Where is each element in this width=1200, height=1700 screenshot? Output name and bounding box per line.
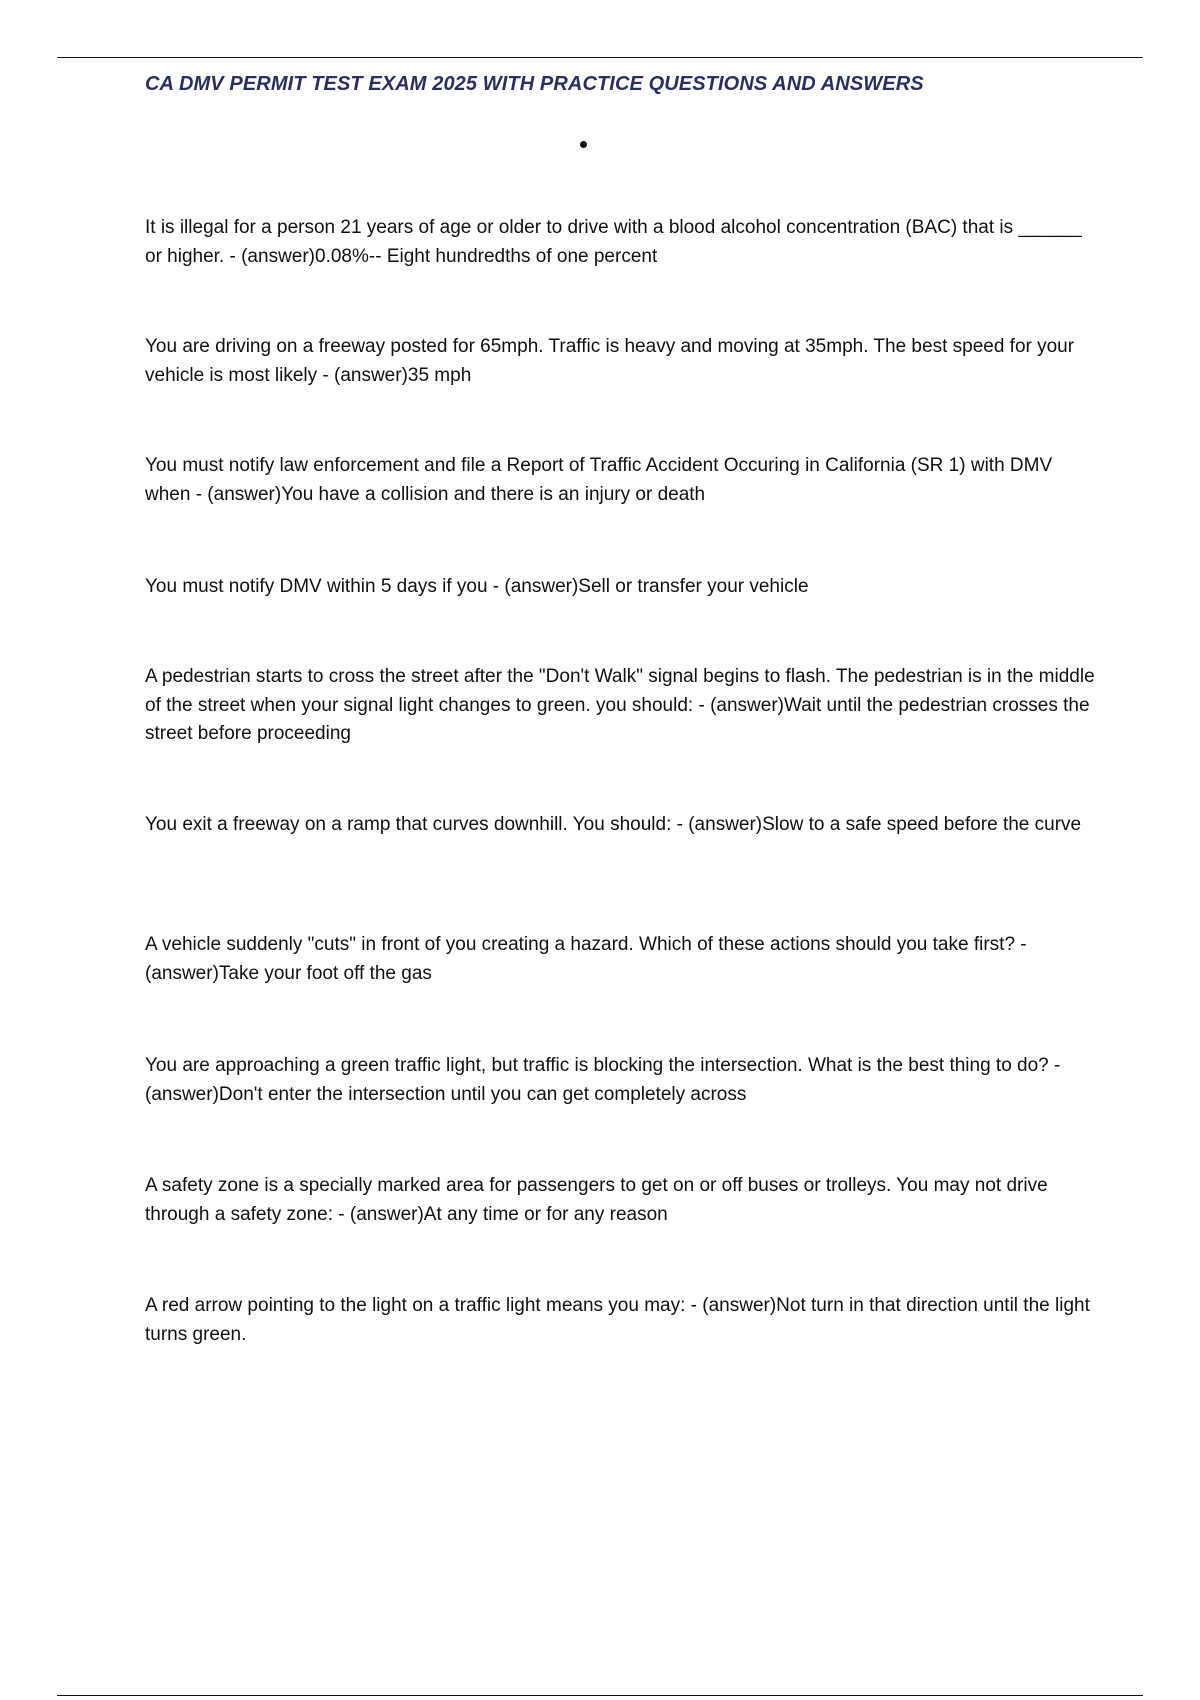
question-answer-5: A pedestrian starts to cross the street after the "Don't Walk" signal begins to flash. The pedestrian is in the middle of the street when your signal light changes to green. you should: - (answer)Wait until the pedestrian crosses the street before proceeding [145, 666, 1095, 744]
bottom-rule [57, 1695, 1143, 1696]
bullet-icon [580, 141, 587, 148]
question-answer-2: You are driving on a freeway posted for 65mph. Traffic is heavy and moving at 35mph. The best speed for your vehicle is most likely - (answer)35 mph [145, 336, 1075, 386]
top-rule [57, 57, 1143, 58]
question-answer-8: You are approaching a green traffic light, but traffic is blocking the intersection. What is the best thing to do? - (answer)Don't enter the intersection until you can get completely across [145, 1055, 1061, 1105]
question-answer-3: You must notify law enforcement and file a Report of Traffic Accident Occuring in California (SR 1) with DMV when - (answer)You have a collision and there is an injury or death [145, 455, 1053, 505]
question-answer-10: A red arrow pointing to the light on a traffic light means you may: - (answer)Not turn in that direction until the light turns green. [145, 1295, 1090, 1345]
document-title: CA DMV PERMIT TEST EXAM 2025 WITH PRACTICE QUESTIONS AND ANSWERS [145, 73, 924, 95]
question-answer-7: A vehicle suddenly "cuts" in front of you creating a hazard. Which of these actions should you take first? - (answer)Take your foot off the gas [145, 934, 1027, 984]
question-answer-1: It is illegal for a person 21 years of age or older to drive with a blood alcohol concentration (BAC) that is ______ or higher. - (answer)0.08%-- Eight hundredths of one percent [145, 217, 1082, 267]
question-answer-9: A safety zone is a specially marked area for passengers to get on or off buses or trolleys. You may not drive through a safety zone: - (answer)At any time or for any reason [145, 1175, 1048, 1225]
question-answer-4: You must notify DMV within 5 days if you - (answer)Sell or transfer your vehicle [145, 576, 809, 597]
question-answer-6: You exit a freeway on a ramp that curves downhill. You should: - (answer)Slow to a safe speed before the curve [145, 814, 1082, 835]
